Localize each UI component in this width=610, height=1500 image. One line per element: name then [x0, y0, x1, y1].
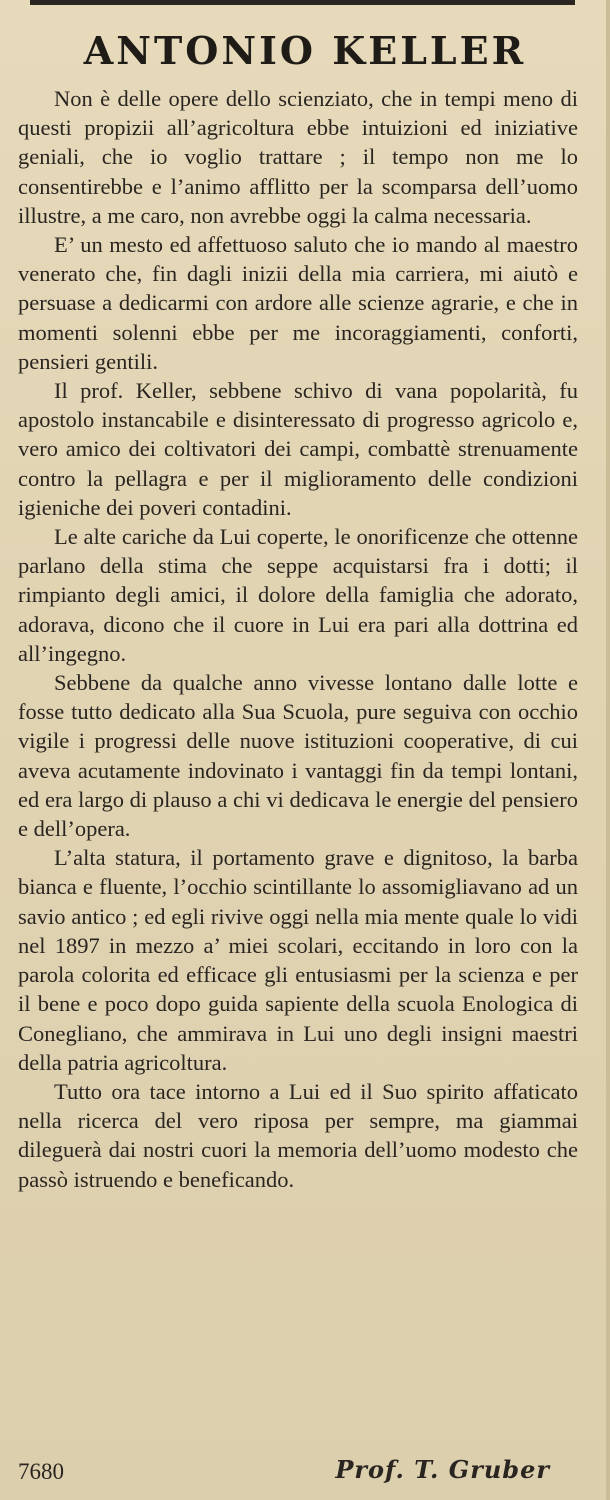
paragraph-5: Sebbene da qualche anno vivesse lontano dalle lotte e fosse tutto dedicato alla Sua Scuola, pure seguiva con occhio vigile i progressi delle nuove istituzioni cooperative, di cui aveva acutamente indovinato i vantaggi fin da tempi lontani, ed era largo di plauso a chi vi dedicava le energie del pensiero e dell’opera.	[18, 670, 578, 842]
paragraph-1: Non è delle opere dello scienziato, che in tempi meno di questi propizii all’agricoltura ebbe intuizioni ed iniziative geniali, che io voglio trattare ; il tempo non me lo consentirebbe e l’animo afflitto per la scomparsa dell’uomo illustre, a me caro, non avrebbe oggi la calma necessaria.	[18, 86, 578, 228]
paragraph-2: E’ un mesto ed affettuoso saluto che io mando al maestro venerato che, fin dagli inizii della mia carriera, mi aiutò e persuase a dedicarmi con ardore alle scienze agrarie, e che in momenti solenni ebbe per me incoraggiamenti, conforti, pensieri gentili.	[18, 232, 578, 374]
article-body	[18, 84, 578, 1194]
author-signature: Prof. T. Gruber	[335, 1455, 550, 1484]
paragraph-6: L’alta statura, il portamento grave e dignitoso, la barba bianca e fluente, l’occhio scintillante lo assomigliavano ad un savio antico ; ed egli rivive oggi nella mia mente quale lo vidi nel 1897 in mezzo a’ miei scolari, eccitando in loro con la parola colorita ed efficace gli entusiasmi per la scienza e per il bene e poco dopo guida sapiente della scuola Enologica di Conegliano, che ammirava in Lui uno degli insigni maestri della patria agricoltura.	[18, 845, 578, 1075]
paper-edge	[606, 0, 610, 1500]
clipping-code: 7680	[18, 1459, 64, 1484]
paragraph-7: Tutto ora tace intorno a Lui ed il Suo spirito affaticato nella ricerca del vero riposa per sempre, ma giammai dileguerà dai nostri cuori la memoria dell’uomo modesto che passò istruendo e beneficando.	[18, 1078, 578, 1192]
top-rule	[30, 0, 575, 5]
paragraph-4: Le alte cariche da Lui coperte, le onorificenze che ottenne parlano della stima che seppe acquistarsi fra i dotti; il rimpianto degli amici, il dolore della famiglia che adorato, adorava, dicono che il cuore in Lui era pari alla dottrina ed all’ingegno.	[18, 524, 578, 666]
paragraph-3: Il prof. Keller, sebbene schivo di vana popolarità, fu apostolo instancabile e disinteressato di progresso agricolo e, vero amico dei coltivatori dei campi, combattè strenuamente contro la pellagra e per il miglioramento delle condizioni igieniche dei poveri contadini.	[18, 378, 578, 520]
article-headline: ANTONIO KELLER	[83, 28, 527, 73]
article-footer	[18, 1455, 578, 1489]
